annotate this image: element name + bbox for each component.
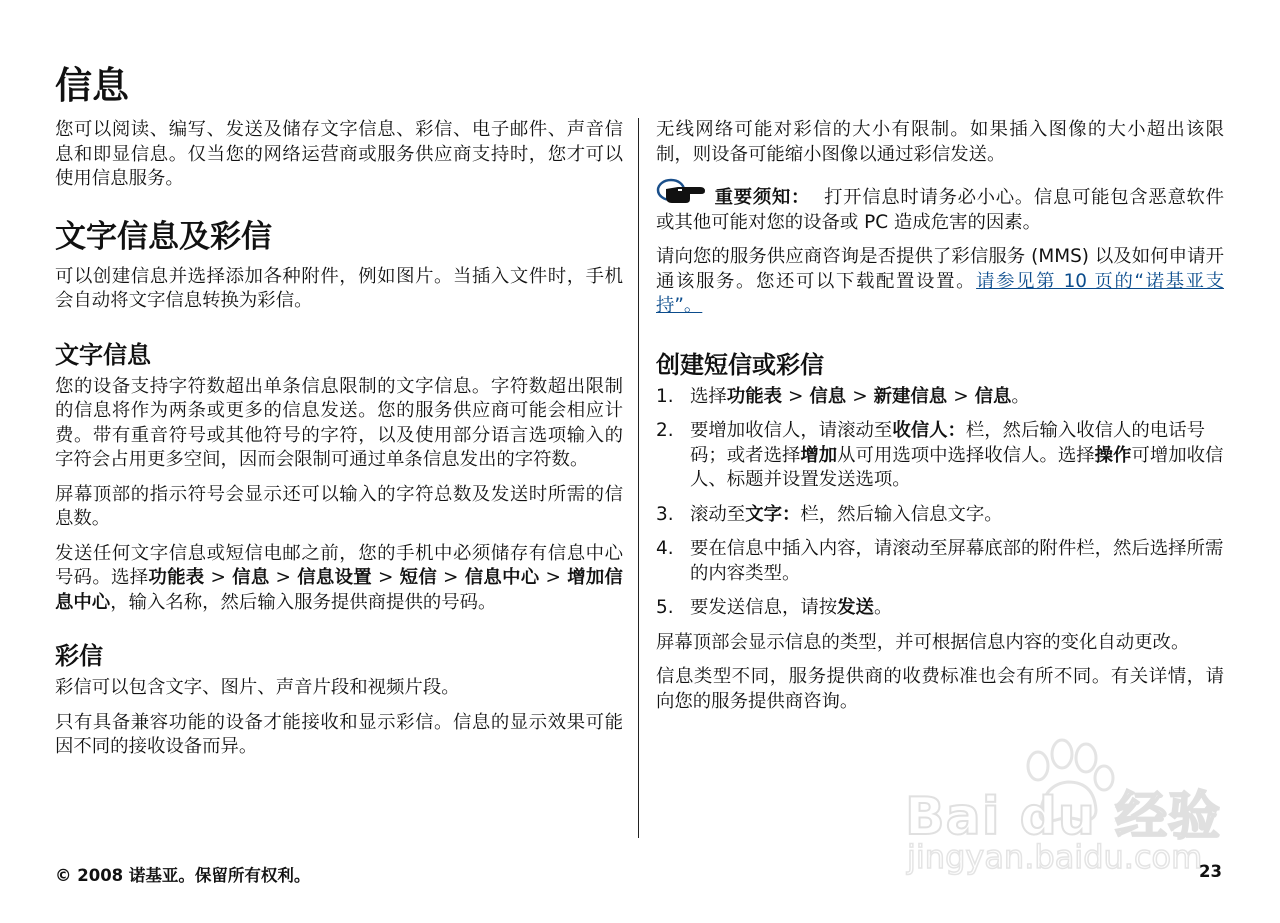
ui-label: 收信人： [892, 420, 966, 441]
mms-size-paragraph: 无线网络可能对彩信的大小有限制。如果插入图像的大小超出该限制，则设备可能缩小图像以通过彩信发送。 [656, 119, 1224, 165]
step-text: 要增加收信人，请滚动至 [690, 420, 893, 441]
step-text: 。 [1011, 385, 1030, 407]
footer-copyright: © 2008 诺基亚。保留所有权利。 [55, 866, 311, 885]
watermark-brand: Bai du 经验 [905, 787, 1221, 847]
subheading-text-messages: 文字信息 [55, 340, 151, 369]
charges-paragraph: 信息类型不同，服务提供商的收费标准也会有所不同。有关详情，请向您的服务提供商咨询。 [656, 666, 1224, 712]
menu-path-item: 信息中心 [464, 567, 540, 588]
step-text: 栏，然后输入收信人的电话号码；或者选择 [690, 420, 1205, 466]
step-text: 可增加收信人、标题并设置发送选项。 [690, 444, 1224, 490]
menu-path-separator: > [443, 567, 459, 588]
step-text: 。 [873, 597, 893, 618]
step-number: 5. [656, 597, 674, 618]
mms-paragraph-2: 只有具备兼容功能的设备才能接收和显示彩信。信息的显示效果可能因不同的接收设备而异。 [55, 711, 623, 757]
subheading-mms: 彩信 [55, 642, 103, 670]
step-text: 从可用选项中选择收信人。选择 [837, 444, 1095, 466]
support-page-link[interactable]: 请参见第 10 页的“诺基亚支持”。 [656, 270, 1224, 316]
list-item [656, 419, 1224, 493]
menu-path-item: 增加信息中心 [55, 567, 623, 613]
ui-label: 操作 [1094, 444, 1132, 466]
watermark-url: jingyan.baidu.com [907, 838, 1203, 876]
text-msg-paragraph-3 [55, 542, 623, 616]
list-item [656, 537, 1224, 586]
step-text: 要在信息中插入内容，请滚动至屏幕底部的附件栏，然后选择所需的内容类型。 [690, 538, 1224, 584]
menu-path-separator: > [210, 567, 226, 588]
step-text: 选择 [690, 385, 727, 407]
menu-path-separator: > [275, 567, 291, 588]
step-number: 1. [656, 385, 674, 407]
menu-path-item: 信息 [974, 385, 1012, 407]
ui-label: 文字： [745, 503, 801, 525]
text-msg-p3-pre: 发送任何文字信息或短信电邮之前，您的手机中必须储存有信息中心号码。选择 [55, 542, 623, 588]
notice-label: 重要须知： [714, 187, 811, 208]
step-number: 4. [656, 538, 674, 559]
menu-path-item: 信息 [809, 385, 847, 407]
ui-label: 增加 [800, 444, 838, 466]
menu-path-separator: > [852, 385, 868, 407]
page-title: 信息 [55, 64, 129, 107]
mms-service-text: 请向您的服务供应商咨询是否提供了彩信服务 (MMS) 以及如何申请开通该服务。您还可以下载配置设置。 [656, 246, 1224, 292]
page-number: 23 [1199, 862, 1222, 881]
notice-text: 打开信息时请务必小心。信息可能包含恶意软件或其他可能对您的设备或 PC 造成危害的因素。 [656, 187, 1224, 233]
right-column [656, 118, 1224, 724]
list-item [656, 503, 1224, 528]
menu-path-item: 新建信息 [873, 385, 948, 407]
step-text: 要发送信息，请按 [690, 597, 838, 618]
menu-path-item: 信息设置 [296, 567, 372, 588]
list-item [656, 385, 1224, 410]
left-column [55, 118, 623, 770]
text-msg-paragraph-1: 您的设备支持字符数超出单条信息限制的文字信息。字符数超出限制的信息将作为两条或更多的信息发送。您的服务供应商可能会相应计费。带有重音符号或其他符号的字符，以及使用部分语言选项输入的字符会占用更多空间，因而会限制可通过单条信息发出的字符数。 [55, 375, 623, 470]
step-number: 2. [656, 420, 674, 441]
baidu-watermark [905, 738, 1225, 878]
section-body: 可以创建信息并选择添加各种附件，例如图片。当插入文件时，手机会自动将文字信息转换为彩信。 [55, 265, 623, 311]
subheading-create-message: 创建短信或彩信 [656, 350, 824, 379]
important-notice [656, 177, 1224, 235]
menu-path-item: 功能表 [726, 385, 782, 407]
list-item [656, 596, 1224, 621]
step-number: 3. [656, 503, 674, 525]
step-text: 滚动至 [690, 503, 746, 525]
step-text: 栏，然后输入信息文字。 [800, 503, 1003, 525]
menu-path-separator: > [545, 567, 561, 588]
hand-pointer-icon [656, 177, 714, 209]
create-steps-list [656, 385, 1224, 621]
message-type-paragraph: 屏幕顶部会显示信息的类型，并可根据信息内容的变化自动更改。 [656, 631, 1190, 653]
text-msg-paragraph-2: 屏幕顶部的指示符号会显示还可以输入的字符总数及发送时所需的信息数。 [55, 483, 623, 529]
ui-label: 发送 [837, 597, 874, 618]
menu-path-item: 功能表 [148, 567, 205, 588]
menu-path-separator: > [953, 385, 969, 407]
menu-path-separator: > [787, 385, 804, 407]
menu-path-item: 信息 [231, 567, 270, 588]
menu-path-item: 短信 [399, 567, 438, 588]
mms-paragraph-1: 彩信可以包含文字、图片、声音片段和视频片段。 [55, 677, 460, 698]
mms-service-paragraph [656, 245, 1224, 319]
menu-path-separator: > [377, 567, 394, 588]
section-heading-text-and-mms: 文字信息及彩信 [55, 218, 272, 255]
column-divider [638, 118, 639, 838]
text-msg-p3-post: ，输入名称，然后输入服务提供商提供的号码。 [110, 591, 497, 613]
intro-paragraph: 您可以阅读、编写、发送及储存文字信息、彩信、电子邮件、声音信息和即显信息。仅当您的网络运营商或服务供应商支持时，您才可以使用信息服务。 [55, 119, 623, 189]
